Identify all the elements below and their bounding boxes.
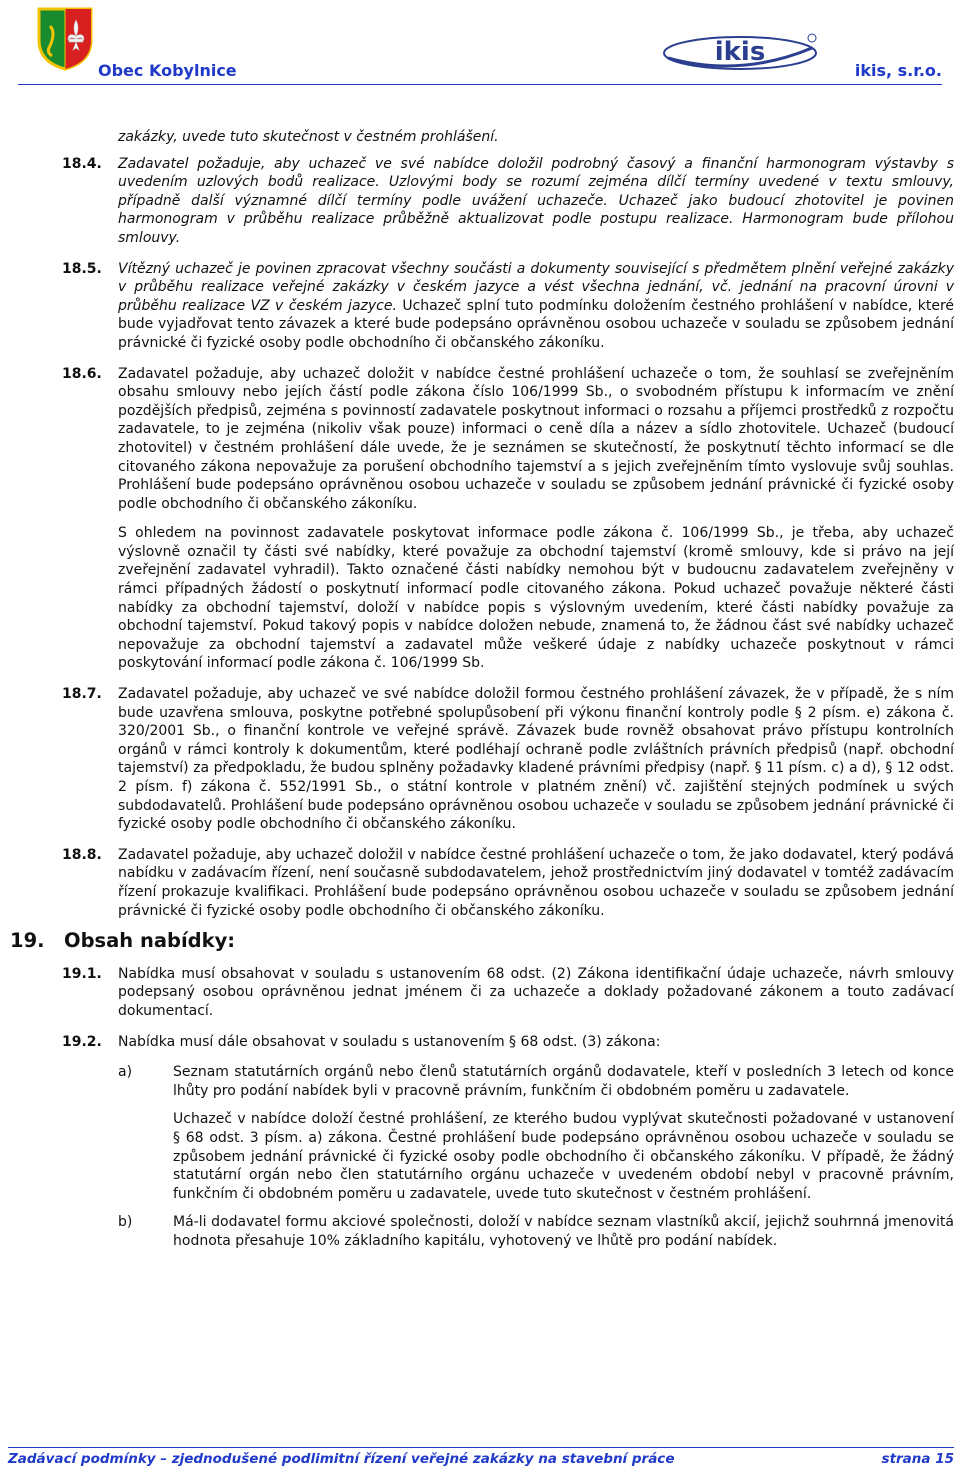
section-19-heading	[10, 929, 960, 953]
subitem-paragraph: Uchazeč v nabídce doloží čestné prohlášení, ze kterého budou vyplývat skutečnosti požadované v ustanovení § 68 odst. 3 písm. a) zákona. Čestné prohlášení bude podepsáno oprávněnou osobou uchazeče v souladu se způsobem jednání právnické či fyzické osoby podle obchodního či občanského zákoníku. V případě, že žádný statutární orgán nebo člen statutárního orgánu uchazeče v uvedeném období nebyl v pracovně právním, funkčním či obdobném poměru u zadavatele, uvede tuto skutečnost v čestném prohlášení.	[173, 1111, 954, 1202]
ikis-logo-text: ikis	[714, 37, 766, 67]
section-paragraph	[118, 155, 954, 248]
document-body	[0, 128, 960, 1260]
section-paragraph	[118, 365, 954, 514]
section-19-number: 19.	[10, 929, 45, 953]
normal-text: Uchazeč splní tuto podmínku doložením čestného prohlášení v nabídce, které bude vyjadřovat tento závazek a které bude podepsáno oprávněnou osobou uchazeče v souladu se způsobem jednání právnické či fyzické osoby podle obchodního či občanského zákoníku.	[118, 297, 955, 351]
subitem-body	[173, 1063, 954, 1203]
header-municipality-name: Obec Kobylnice	[98, 61, 237, 80]
subitem-label: a)	[118, 1064, 133, 1081]
lead-paragraph: zakázky, uvede tuto skutečnost v čestném prohlášení.	[118, 129, 499, 145]
footer-page-number: strana 15	[881, 1451, 954, 1467]
subitems-list	[0, 1063, 960, 1250]
section-paragraph	[118, 524, 954, 673]
subitem-body	[173, 1213, 954, 1250]
municipal-crest-logo	[36, 6, 94, 72]
sections-18	[0, 155, 960, 921]
sections-19	[0, 965, 960, 1051]
italic-text: Vítězný uchazeč je povinen zpracovat všechny součásti a dokumenty související s předmětem plnění veřejné zakázky v průběhu realizace veřejné zakázky v českém jazyce a vést všechna jednání, vč. jednání na pracovní úrovni v průběhu realizace VZ v českém jazyce.	[118, 260, 954, 314]
section-paragraph	[118, 846, 954, 920]
section-paragraph	[118, 685, 954, 834]
section-item	[62, 846, 954, 920]
section-number: 18.5.	[62, 260, 102, 277]
section-item	[62, 260, 954, 353]
header-divider	[18, 84, 942, 85]
subitem-paragraph: Má-li dodavatel formu akciové společnosti, doloží v nabídce seznam vlastníků akcií, jejichž souhrnná jmenovitá hodnota přesahuje 10% základního kapitálu, vyhotovený ve lhůtě pro podání nabídek.	[173, 1214, 954, 1249]
subitem-label: b)	[118, 1214, 133, 1231]
section-item	[62, 685, 954, 834]
section-19-title: Obsah nabídky:	[64, 929, 236, 953]
normal-text: Zadavatel požaduje, aby uchazeč ve své nabídce doložil formou čestného prohlášení závazek, že v případě, že s ním bude uzavřena smlouva, poskytne potřebné spolupůsobení při výkonu finanční kontroly podle § 2 písm. e) zákona č. 320/2001 Sb., o finanční kontrole ve veřejné správě. Závazek bude rovněž obsahovat právo přístupu kontrolních orgánů v rámci kontroly k dokumentům, které podléhají ochraně podle zvláštních právních předpisů (např. obchodní tajemství) za předpokladu, že budou splněny požadavky kladené právními předpisy (např. § 11 písm. c) a d), § 12 odst. 2 písm. f) zákona č. 552/1991 Sb., o státní kontrole v platném znění) vč. zajištění stejných podmínek u svých subdodavatelů. Prohlášení bude podepsáno oprávněnou osobou uchazeče v souladu se způsobem jednání právnické či fyzické osoby podle obchodního či občanského zákoníku.	[118, 686, 954, 833]
section-item	[62, 965, 954, 1021]
section-number: 18.6.	[62, 365, 102, 382]
section-body	[118, 685, 954, 834]
section-body	[118, 846, 954, 920]
section-body	[118, 155, 954, 248]
section-item	[62, 1033, 954, 1052]
section-paragraph: Nabídka musí dále obsahovat v souladu s ustanovením § 68 odst. (3) zákona:	[118, 1033, 661, 1050]
normal-text: S ohledem na povinnost zadavatele poskytovat informace podle zákona č. 106/1999 Sb., je třeba, aby uchazeč výslovně označil ty části své nabídky, které považuje za obchodní tajemství (kromě smlouvy, kde si právo na její zveřejnění zadavatel vyhradil). Takto označené části nabídky nemohou být v budoucnu zadavatelem zveřejněny v rámci případných žádostí o poskytnutí informací podle citovaného zákona. Pokud uchazeč považuje některé části nabídky za obchodní tajemství, doloží v nabídce popis s výslovným uvedením, které části nabídky považuje za obchodní tajemství. Pokud takový popis v nabídce doložen nebude, znamená to, že žádnou část své nabídky uchazeč nepovažuje za obchodní tajemství a zadavatel může veškeré údaje z nabídky uchazeče poskytnout v rámci poskytování informací podle zákona č. 106/1999 Sb.	[118, 525, 954, 672]
section-body	[118, 965, 954, 1021]
section-body	[118, 365, 954, 674]
section-paragraph: Nabídka musí obsahovat v souladu s ustanovením 68 odst. (2) Zákona identifikační údaje uchazeče, návrh smlouvy podepsaný osobou oprávněnou jednat jménem či za uchazeče a doklady požadované zákonem a touto zadávací dokumentací.	[118, 965, 954, 1019]
section-body	[118, 1033, 954, 1052]
section-item	[62, 155, 954, 248]
section-body	[118, 260, 954, 353]
normal-text: Zadavatel požaduje, aby uchazeč doložit v nabídce čestné prohlášení uchazeče o tom, že souhlasí se zveřejněním obsahu smlouvy nebo jejích částí podle zákona číslo 106/1999 Sb., o svobodném přístupu k informacím ve znění pozdějších předpisů, zejména s povinností zadavatele poskytnout informaci o rozsahu a příjemci prostředků z rozpočtu zadavatele, to je zejména (nikoliv však pouze) informaci o ceně díla a název a sídlo zhotovitele. Uchazeč (budoucí zhotovitel) v čestném prohlášení dále uvede, že je seznámen se skutečností, že poskytnutí těchto informací se dle citovaného zákona nepovažuje za porušení obchodního tajemství a s jejich zveřejněním tímto vyslovuje svůj souhlas. Prohlášení bude podepsáno oprávněnou osobou uchazeče v souladu se způsobem jednání právnické či fyzické osoby podle obchodního či občanského zákoníku.	[118, 365, 954, 512]
subitem-paragraph: Seznam statutárních orgánů nebo členů statutárních orgánů dodavatele, kteří v posledních 3 letech od konce lhůty pro podání nabídek byli v pracovně právním, funkčním či obdobném poměru u zadavatele.	[173, 1064, 954, 1099]
ikis-logo	[660, 28, 820, 78]
section-number: 19.2.	[62, 1033, 102, 1050]
section-item	[62, 365, 954, 674]
subitem	[118, 1063, 954, 1203]
section-number: 18.4.	[62, 155, 102, 172]
normal-text: Zadavatel požaduje, aby uchazeč doložil v nabídce čestné prohlášení uchazeče o tom, že jako dodavatel, který podává nabídku v zadávacím řízení, není současně subdodavatelem, jehož prostřednictvím jiný dodavatel v tomtéž zadávacím řízení prokazuje kvalifikaci. Prohlášení bude podepsáno oprávněnou osobou uchazeče v souladu se způsobem jednání právnické či fyzické osoby podle obchodního či občanského zákoníku.	[118, 846, 954, 919]
subitem	[118, 1213, 954, 1250]
section-paragraph	[118, 260, 954, 353]
header-company-name: ikis, s.r.o.	[854, 61, 942, 80]
italic-text: Zadavatel požaduje, aby uchazeč ve své nabídce doložil podrobný časový a finanční harmonogram výstavby s uvedením uzlových bodů realizace. Uzlovými body se rozumí zejména dílčí termíny uvedené v textu smlouvy, případně další významné dílčí termíny podle uvážení uchazeče. Uchazeč jako budoucí zhotovitel je povinen harmonogram v průběhu realizace průběžně aktualizovat podle postupu realizace. Harmonogram bude přílohou smlouvy.	[118, 155, 954, 246]
section-number: 18.7.	[62, 686, 102, 703]
section-number: 19.1.	[62, 965, 102, 982]
footer-divider	[8, 1447, 954, 1448]
section-number: 18.8.	[62, 846, 102, 863]
footer-document-title: Zadávací podmínky – zjednodušené podlimitní řízení veřejné zakázky na stavební práce	[8, 1451, 675, 1467]
